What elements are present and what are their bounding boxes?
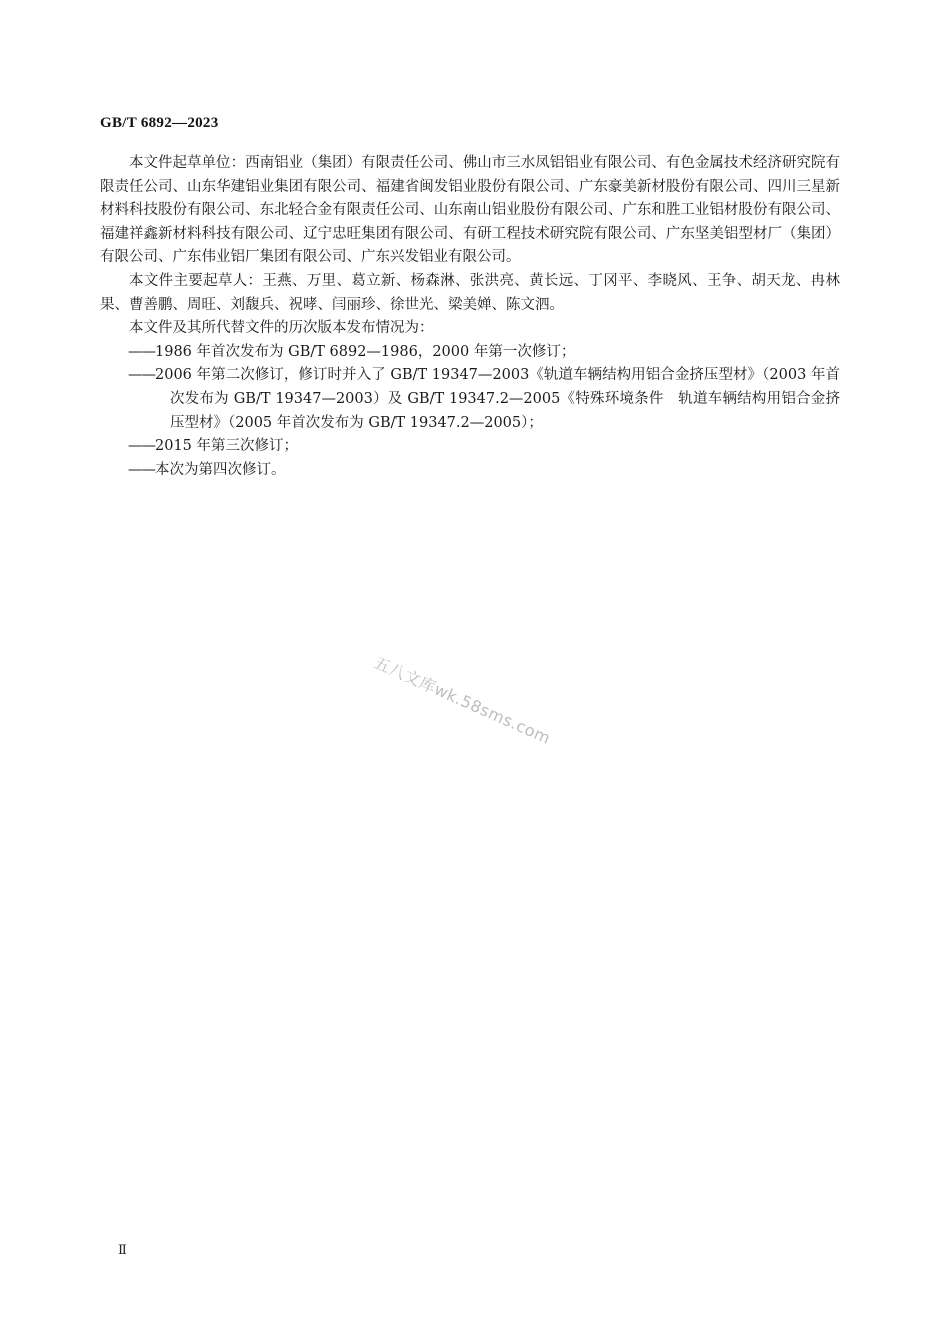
history-item-1986 [100,341,840,365]
history-item-current [100,459,840,483]
list-dash: —— [128,367,155,384]
list-dash: —— [128,343,155,360]
history-item-text: 1986 年首次发布为 GB/T 6892—1986，2000 年第一次修订； [155,343,576,360]
watermark: 五八文库wk.58sms.com [371,652,554,748]
history-item-text: 2015 年第三次修订； [155,438,299,455]
list-dash: —— [128,461,155,478]
history-item-text: 2006 年第二次修订，修订时并入了 GB/T 19347—2003《轨道车辆结构用铝合金挤压型材》（2003 年首次发布为 GB/T 19347—2003）及 GB/T 19347.2—2005《特殊环境条件 轨道车辆结构用铝合金挤压型材》（2005 年首次发布为 GB/T 19347.2—2005）； [155,367,840,431]
list-dash: —— [128,438,155,455]
drafting-units-paragraph: 本文件起草单位：西南铝业（集团）有限责任公司、佛山市三水凤铝铝业有限公司、有色金属技术经济研究院有限责任公司、山东华建铝业集团有限公司、福建省闽发铝业股份有限公司、广东豪美新材股份有限公司、四川三星新材料科技股份有限公司、东北轻合金有限责任公司、山东南山铝业股份有限公司、广东和胜工业铝材股份有限公司、福建祥鑫新材料科技有限公司、辽宁忠旺集团有限公司、有研工程技术研究院有限公司、广东坚美铝型材厂（集团）有限公司、广东伟业铝厂集团有限公司、广东兴发铝业有限公司。 [100,155,840,266]
history-item-text: 本次为第四次修订。 [155,461,286,478]
document-code: GB/T 6892—2023 [100,115,219,131]
history-item-2006 [100,364,840,435]
foreword-body [100,152,840,482]
history-item-2015 [100,435,840,459]
page-number: Ⅱ [118,1243,127,1258]
history-intro-paragraph: 本文件及其所代替文件的历次版本发布情况为： [129,320,434,337]
main-drafters-paragraph: 本文件主要起草人：王燕、万里、葛立新、杨森淋、张洪亮、黄长远、丁冈平、李晓风、王争、胡天龙、冉林果、曹善鹏、周旺、刘馥兵、祝哮、闫丽珍、徐世光、梁美婵、陈文泗。 [100,272,840,313]
